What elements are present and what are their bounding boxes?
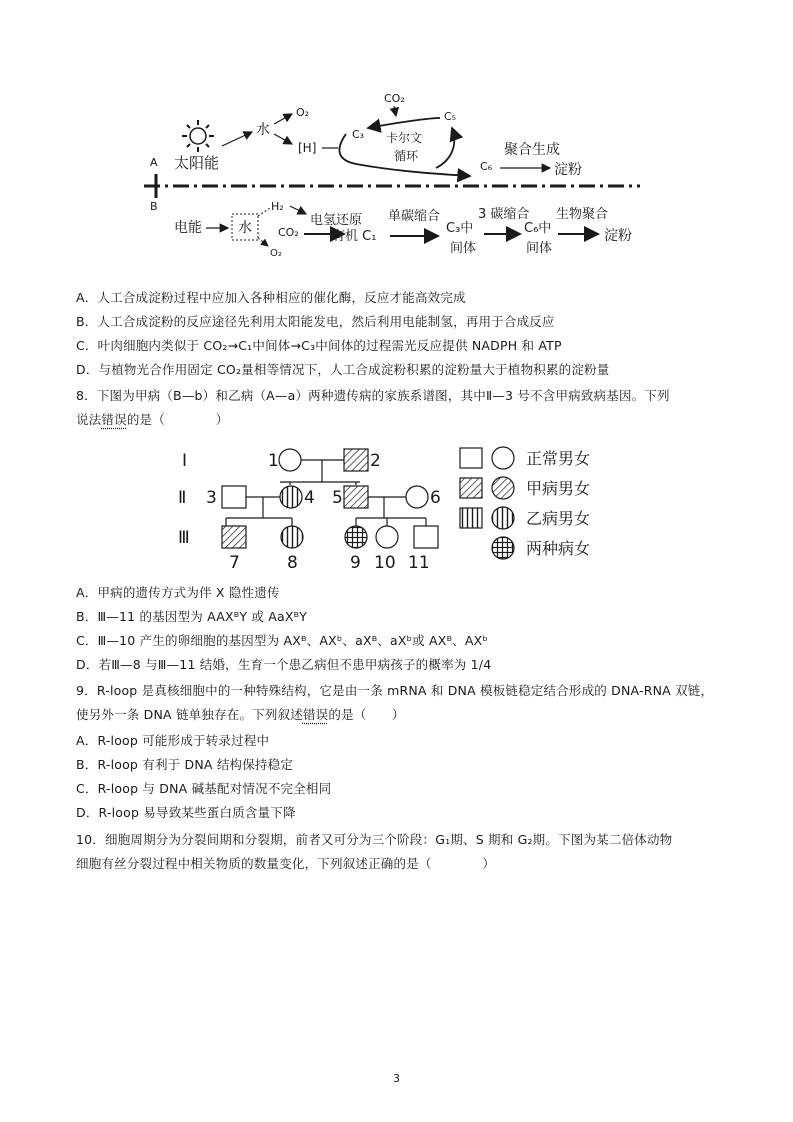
q7-option-c: C．叶肉细胞内类似于 CO₂→C₁中间体→C₃中间体的过程需光反应提供 NADPH 和 ATP	[76, 338, 562, 353]
q8-option-b: B．Ⅲ—11 的基因型为 AAXᴮY 或 AaXᴮY	[76, 609, 308, 624]
q9-option-a: A．R-loop 可能形成于转录过程中	[76, 733, 270, 748]
gen-label-ii: Ⅱ	[178, 488, 187, 508]
member-num-1: 1	[268, 451, 279, 471]
q8-option-a: A．甲病的遗传方式为伴 X 隐性遗传	[76, 585, 280, 600]
water-top-label: 水	[256, 122, 270, 138]
member-num-7: 7	[229, 553, 240, 573]
q10-stem-line-2: 细胞有丝分裂过程中相关物质的数量变化，下列叙述正确的是（ ）	[76, 856, 496, 871]
single-c-label: 单碳缩合	[388, 209, 441, 224]
sun-label: 太阳能	[174, 154, 220, 172]
pedigree-member-11	[414, 526, 438, 548]
q7-option-b: B．人工合成淀粉的反应途径先利用太阳能发电，然后利用电能制氢，再用于合成反应	[76, 314, 555, 329]
q9-stem-line-2: 使另外一条 DNA 链单独存在。下列叙述错误的是（ ）	[76, 707, 405, 722]
q9-option-c: C．R-loop 与 DNA 碱基配对情况不完全相同	[76, 781, 332, 796]
o2-top-label: O₂	[296, 106, 310, 119]
three-c-label: 3 碳缩合	[478, 207, 530, 222]
q7-option-a: A．人工合成淀粉过程中应加入各种相应的催化酶，反应才能高效完成	[76, 290, 466, 305]
q9-emphasis: 错误	[302, 707, 329, 722]
q8-emphasis: 错误	[101, 412, 127, 427]
legend-yi: 乙病男女	[526, 509, 591, 528]
member-num-9: 9	[350, 553, 361, 573]
starch-synthesis-diagram	[140, 88, 650, 278]
member-num-10: 10	[374, 553, 396, 573]
gen-label-iii: Ⅲ	[178, 528, 190, 548]
pedigree-member-2	[344, 449, 368, 471]
pedigree-member-9	[345, 526, 367, 548]
c3-label: C₃	[352, 128, 365, 141]
legend-jia: 甲病男女	[526, 479, 591, 498]
co2-bottom-label: CO₂	[278, 226, 299, 239]
q9-stem-line-1: 9．R-loop 是真核细胞中的一种特殊结构，它是由一条 mRNA 和 DNA 模板链稳定结合形成的 DNA-RNA 双链，	[76, 683, 714, 698]
legend-both: 两种病女	[526, 539, 591, 558]
member-num-5: 5	[332, 488, 343, 508]
pedigree-member-7	[222, 526, 246, 548]
pedigree-member-6	[406, 486, 428, 508]
page-number: 3	[393, 1072, 400, 1085]
member-num-2: 2	[370, 451, 381, 471]
member-num-6: 6	[430, 488, 441, 508]
c6-label: C₆	[480, 160, 493, 173]
calvin-label-1: 卡尔文	[386, 131, 423, 145]
c3-mid-label-1: C₃中	[446, 221, 474, 236]
reduce-label-1: 电氢还原	[310, 213, 363, 228]
pedigree-legend	[460, 447, 514, 559]
marker-a: A	[150, 156, 158, 169]
pedigree-member-3	[222, 486, 246, 508]
pedigree-member-4	[280, 486, 302, 508]
q10-stem-line-1: 10．细胞周期分为分裂间期和分裂期，前者又可分为三个阶段：G₁期、S 期和 G₂期。下图为某二倍体动物	[76, 832, 673, 847]
member-num-11: 11	[408, 553, 430, 573]
pedigree-member-8	[281, 526, 303, 548]
pedigree-member-5	[344, 486, 368, 508]
q8-stem-line-2: 说法错误的是（ ）	[76, 412, 229, 427]
c5-label: C₅	[444, 110, 457, 123]
c3-mid-label-2: 间体	[450, 241, 477, 256]
member-num-3: 3	[206, 488, 217, 508]
gen-label-i: Ⅰ	[182, 451, 188, 471]
member-num-8: 8	[287, 553, 298, 573]
q8-option-d: D．若Ⅲ—8 与Ⅲ—11 结婚，生育一个患乙病但不患甲病孩子的概率为 1/4	[76, 657, 492, 672]
q9-option-b: B．R-loop 有利于 DNA 结构保持稳定	[76, 757, 294, 772]
c6-mid-label-2: 间体	[526, 241, 553, 256]
c6-mid-label-1: C₆中	[524, 221, 552, 236]
calvin-label-2: 循环	[394, 149, 419, 163]
h-label: [H]	[298, 141, 317, 155]
o2-bottom-label: O₂	[270, 248, 282, 259]
electric-label: 电能	[174, 220, 202, 236]
marker-b: B	[150, 200, 158, 213]
reduce-label-2: 有机 C₁	[332, 229, 377, 244]
q8-stem-line-1: 8．下图为甲病（B—b）和乙病（A—a）两种遗传病的家族系谱图，其中Ⅱ—3 号不含甲病致病基因。下列	[76, 388, 670, 403]
bio-poly-label: 生物聚合	[556, 207, 609, 222]
pedigree-member-1	[279, 449, 301, 471]
q9-option-d: D．R-loop 易导致某些蛋白质含量下降	[76, 805, 296, 820]
q7-option-d: D．与植物光合作用固定 CO₂量相等情况下，人工合成淀粉积累的淀粉量大于植物积累的淀粉量	[76, 362, 610, 377]
pedigree-chart	[170, 440, 640, 580]
legend-normal: 正常男女	[526, 449, 591, 468]
pedigree-member-10	[376, 526, 398, 548]
water-box-label: 水	[238, 220, 252, 236]
h2-label: H₂	[271, 200, 284, 213]
q8-option-c: C．Ⅲ—10 产生的卵细胞的基因型为 AXᴮ、AXᵇ、aXᴮ、aXᵇ或 AXᴮ、AXᵇ	[76, 633, 488, 648]
member-num-4: 4	[304, 488, 315, 508]
polymer-label: 聚合生成	[504, 142, 560, 158]
sun-icon	[182, 120, 214, 152]
co2-top-label: CO₂	[384, 92, 405, 105]
starch-top-label: 淀粉	[554, 162, 582, 178]
starch-bottom-label: 淀粉	[604, 228, 632, 244]
